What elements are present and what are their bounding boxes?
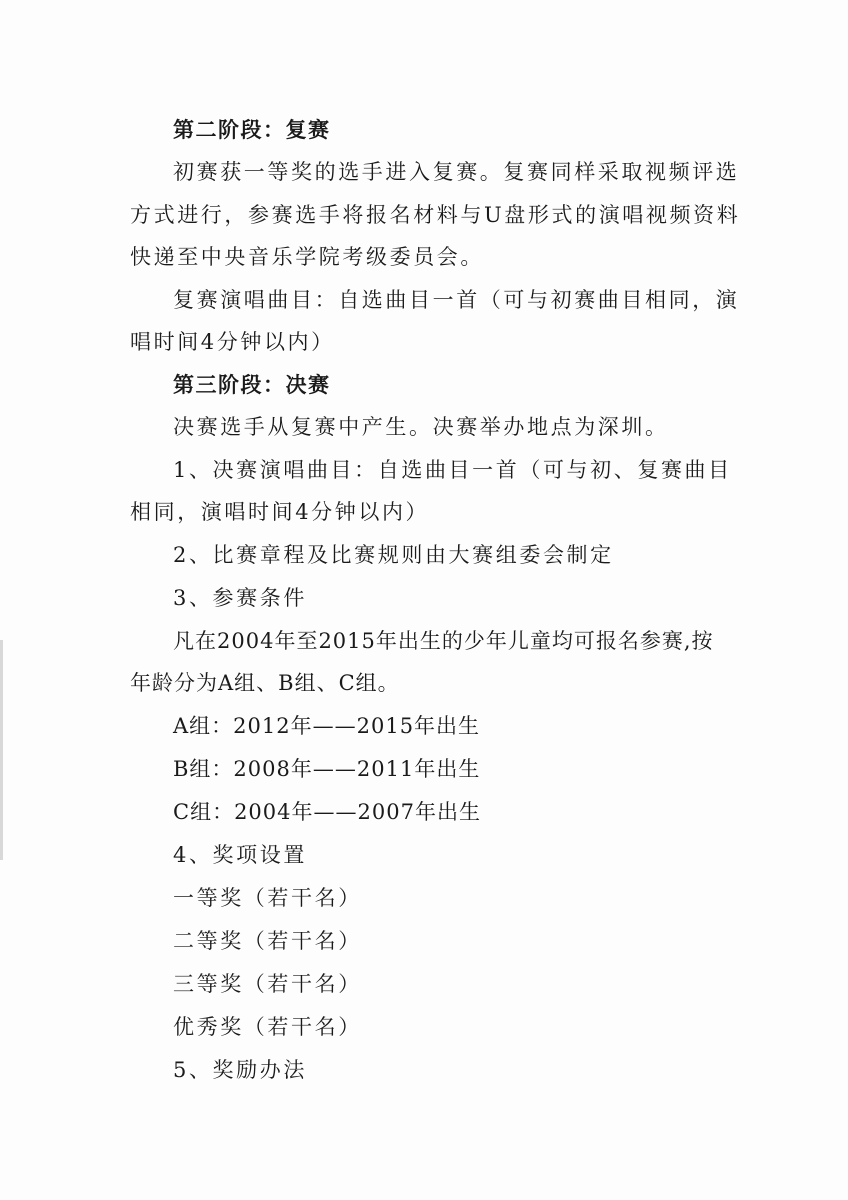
list-item-1-line2: 相同，演唱时间4分钟以内） xyxy=(130,500,430,524)
stage2-paragraph1-line3: 快递至中央音乐学院考级委员会。 xyxy=(130,245,484,269)
stage2-paragraph2-line1: 复赛演唱曲目：自选曲目一首（可与初赛曲目相同，演 xyxy=(173,288,740,312)
award-third: 三等奖（若干名） xyxy=(173,972,362,996)
stage2-paragraph1-line2: 方式进行，参赛选手将报名材料与U盘形式的演唱视频资料 xyxy=(130,203,741,227)
stage2-heading: 第二阶段：复赛 xyxy=(173,118,331,142)
scan-edge-mark xyxy=(0,640,3,860)
award-second: 二等奖（若干名） xyxy=(173,929,362,953)
award-first: 一等奖（若干名） xyxy=(173,886,362,910)
stage2-paragraph1-line1: 初赛获一等奖的选手进入复赛。复赛同样采取视频评选 xyxy=(173,160,740,184)
group-c: C组：2004年——2007年出生 xyxy=(173,800,481,824)
group-b: B组：2008年——2011年出生 xyxy=(173,757,481,781)
award-excellent: 优秀奖（若干名） xyxy=(173,1015,362,1039)
stage3-intro: 决赛选手从复赛中产生。决赛举办地点为深圳。 xyxy=(173,415,669,439)
list-item-3: 3、参赛条件 xyxy=(173,586,307,610)
group-a: A组：2012年——2015年出生 xyxy=(173,714,481,738)
eligibility-line2: 年龄分为A组、B组、C组。 xyxy=(130,671,400,695)
list-item-4: 4、奖项设置 xyxy=(173,843,307,867)
list-item-1-line1: 1、决赛演唱曲目：自选曲目一首（可与初、复赛曲目 xyxy=(173,458,732,482)
list-item-5: 5、奖励办法 xyxy=(173,1058,307,1082)
stage3-heading: 第三阶段：决赛 xyxy=(173,373,331,397)
stage2-paragraph2-line2: 唱时间4分钟以内） xyxy=(130,330,335,354)
eligibility-line1: 凡在2004年至2015年出生的少年儿童均可报名参赛,按 xyxy=(173,629,714,653)
list-item-2: 2、比赛章程及比赛规则由大赛组委会制定 xyxy=(173,543,614,567)
